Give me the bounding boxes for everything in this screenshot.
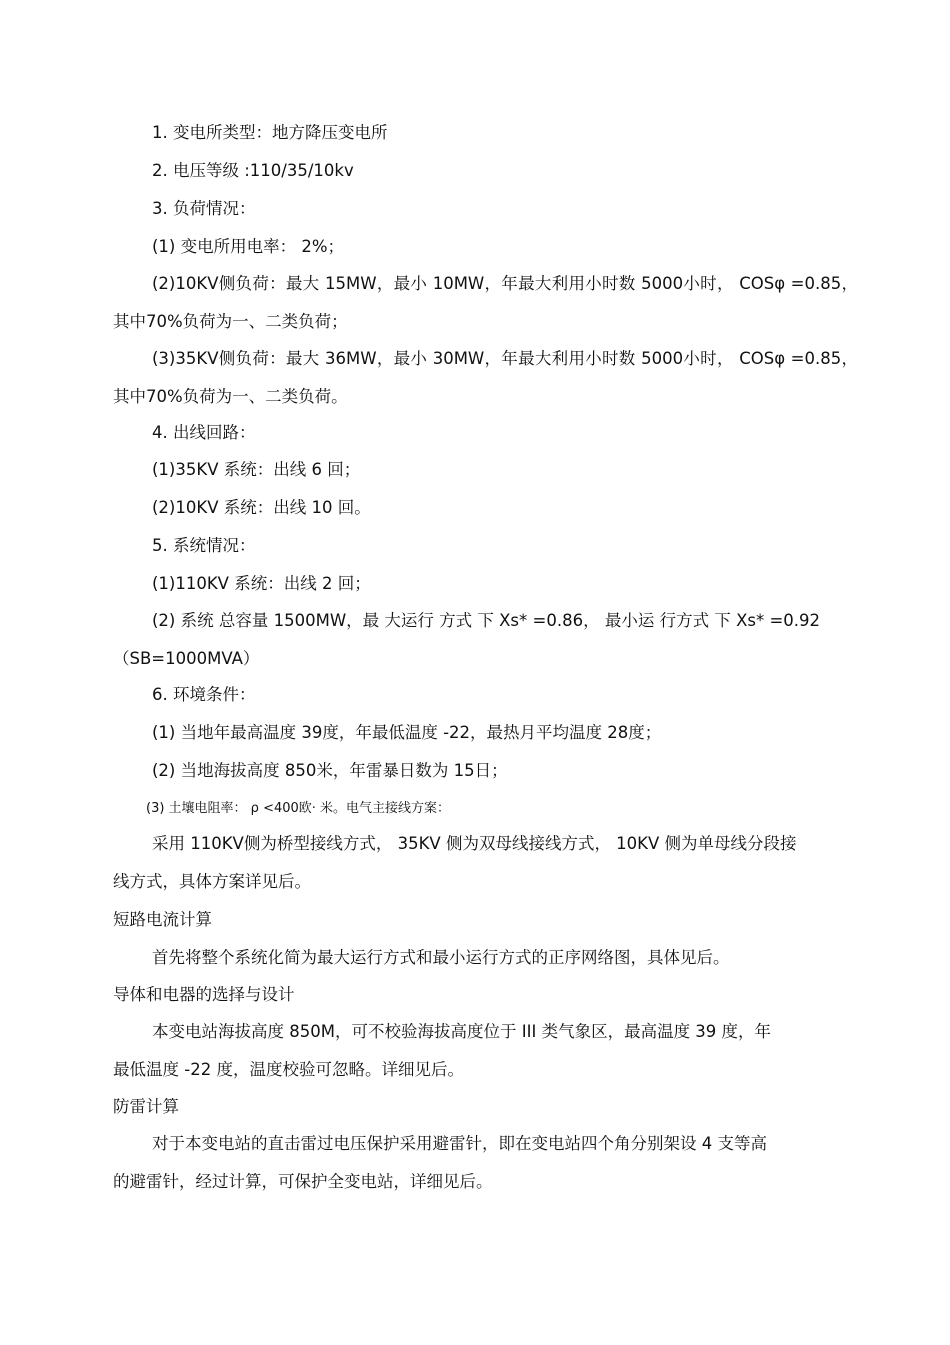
para-lightning: 对于本变电站的直击雷过电压保护采用避雷针，即在变电站四个角分别架设 4 支等高 — [152, 1134, 767, 1153]
para-equipment-selection: 本变电站海拔高度 850M，可不校验海拔高度位于 III 类气象区，最高温度 39 度，年 — [152, 1022, 772, 1041]
item-altitude: (2) 当地海拔高度 850米，年雷暴日数为 15日； — [152, 761, 508, 780]
heading-lightning: 防雷计算 — [113, 1097, 179, 1116]
para-equipment-selection-cont: 最低温度 -22 度，温度校验可忽略。详细见后。 — [113, 1060, 464, 1079]
item-soil-resistivity: (3) 土壤电阻率： ρ <400欧· 米。电气主接线方案： — [146, 801, 451, 816]
item-environment-heading: 6. 环境条件： — [152, 685, 256, 704]
item-35kv-load: (3)35KV侧负荷：最大 36MW，最小 30MW，年最大利用小时数 5000小时， COSφ =0.85， — [152, 349, 858, 368]
item-system-capacity-cont: （SB=1000MVA） — [113, 649, 260, 668]
para-short-circuit: 首先将整个系统化简为最大运行方式和最小运行方式的正序网络图，具体见后。 — [152, 948, 730, 967]
item-system-heading: 5. 系统情况： — [152, 536, 256, 555]
item-substation-type: 1. 变电所类型：地方降压变电所 — [152, 123, 388, 142]
item-station-usage: (1) 变电所用电率： 2%； — [152, 237, 345, 256]
heading-equipment-selection: 导体和电器的选择与设计 — [113, 985, 295, 1004]
item-voltage-level: 2. 电压等级 :110/35/10kv — [152, 161, 354, 180]
para-main-wiring-cont: 线方式，具体方案详见后。 — [113, 872, 311, 891]
item-load-heading: 3. 负荷情况： — [152, 199, 256, 218]
para-main-wiring: 采用 110KV侧为桥型接线方式， 35KV 侧为双母线接线方式， 10KV 侧为单母线分段接 — [152, 834, 797, 853]
item-35kv-outgoing: (1)35KV 系统：出线 6 回； — [152, 460, 361, 479]
item-outgoing-heading: 4. 出线回路： — [152, 423, 256, 442]
item-10kv-load-cont: 其中70%负荷为一、二类负荷； — [113, 312, 348, 331]
para-lightning-cont: 的避雷针，经过计算，可保护全变电站，详细见后。 — [113, 1172, 493, 1191]
item-temperature: (1) 当地年最高温度 39度，年最低温度 -22，最热月平均温度 28度； — [152, 723, 662, 742]
item-system-capacity: (2) 系统 总容量 1500MW，最 大运行 方式 下 Xs* =0.86， 最小运 行方式 下 Xs* =0.92 — [152, 611, 821, 630]
item-35kv-load-cont: 其中70%负荷为一、二类负荷。 — [113, 387, 348, 406]
heading-short-circuit: 短路电流计算 — [113, 910, 212, 929]
item-10kv-outgoing: (2)10KV 系统：出线 10 回。 — [152, 498, 371, 517]
item-10kv-load: (2)10KV侧负荷：最大 15MW，最小 10MW，年最大利用小时数 5000小时， COSφ =0.85， — [152, 274, 858, 293]
item-110kv-system: (1)110KV 系统：出线 2 回； — [152, 574, 371, 593]
